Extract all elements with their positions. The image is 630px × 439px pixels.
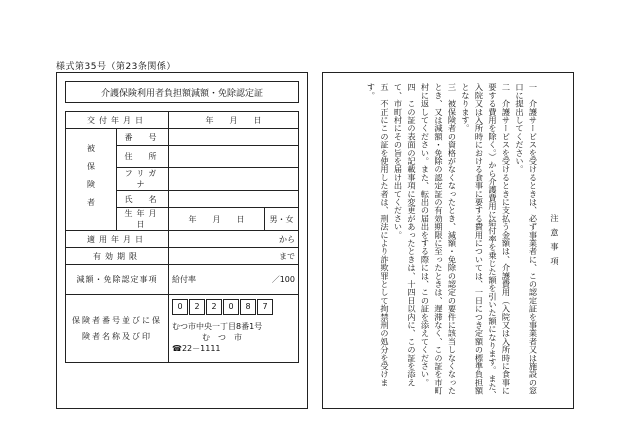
note-item: 五 不正にこの証を使用した者は、刑法により詐欺罪として拘禁刑の処分を受けます。 (366, 83, 390, 387)
notes-heading: 注意事項 (550, 213, 560, 271)
insurer-address: むつ市中央一丁目8番1号 (172, 322, 263, 331)
certificate-back (322, 72, 574, 409)
insured-label: 被保険者 (66, 129, 117, 231)
insurer-name: む つ 市 (202, 333, 242, 342)
card-title: 介護保険利用者負担額減額・免除認定証 (65, 81, 299, 103)
note-item: 一 介護サービスを受けるときは、必ず事業者に、この認定証を事業者又は施設の窓口に提出してください。 (515, 83, 539, 395)
notes (364, 83, 561, 401)
birth-date-value: 年 月 日 (169, 208, 265, 231)
issue-date-value: 年 月 日 (169, 112, 299, 129)
address-label: 住 所 (117, 146, 169, 168)
furigana-label: フリガナ (117, 168, 169, 191)
reduction-label: 減額・免除認定事項 (66, 265, 169, 295)
issue-date-label: 交付年月日 (66, 112, 169, 129)
applicable-date-label: 適用年月日 (66, 231, 169, 248)
until-text: まで (169, 248, 299, 265)
form-number: 様式第35号（第23条関係） (56, 62, 176, 72)
certificate-front (56, 72, 308, 409)
number-label: 番 号 (117, 129, 169, 146)
insurer-label: 保険者番号並びに保険者名称及び印 (66, 295, 169, 363)
insurer-digit: 0 (223, 299, 239, 315)
benefit-rate-cell (169, 265, 299, 295)
valid-until-label: 有効期限 (66, 248, 169, 265)
insurer-digit: 7 (257, 299, 273, 315)
insurer-number (172, 299, 295, 315)
insurer-cell (169, 295, 299, 363)
note-item: 三 被保険者の資格がなくなったとき、減額・免除の認定の要件に該当しなくなったとき、又は減額・免除の認定証の有効期限に至ったときは、遅滞なく、この証を市町村に返してください。また、転出の届出をする際には、この証を添えてください。 (420, 83, 458, 395)
from-text: から (169, 231, 299, 248)
address-value (169, 146, 299, 168)
insurer-digit: 2 (206, 299, 222, 315)
insurer-phone: ☎22－1111 (172, 344, 221, 353)
furigana-value (169, 168, 299, 191)
name-value (169, 191, 299, 208)
insurer-digit: 0 (172, 299, 188, 315)
name-label: 氏 名 (117, 191, 169, 208)
sex-value: 男・女 (265, 208, 299, 231)
benefit-rate-label: 給付率 (172, 275, 196, 284)
birth-date-label: 生年月日 (117, 208, 169, 231)
number-value (169, 129, 299, 146)
certificate-table (65, 111, 299, 363)
note-item: 四 この証の表面の記載事項に変更があったときは、十四日以内に、この証を添えて、市町村にその旨を届け出てください。 (393, 83, 417, 387)
benefit-rate-denominator: ／100 (271, 275, 295, 284)
note-item: 二 介護サービスを受けるときに支払う金額は、介護費用（入院又は入所時に食事に要する費用を除く。）から介護費用に給付率を乗じた額を引いた額になります。また、入院又は入所時における食事に要する費用については、一日につき定額の標準負担額となります。 (461, 83, 512, 399)
insurer-digit: 8 (240, 299, 256, 315)
insurer-digit: 2 (189, 299, 205, 315)
